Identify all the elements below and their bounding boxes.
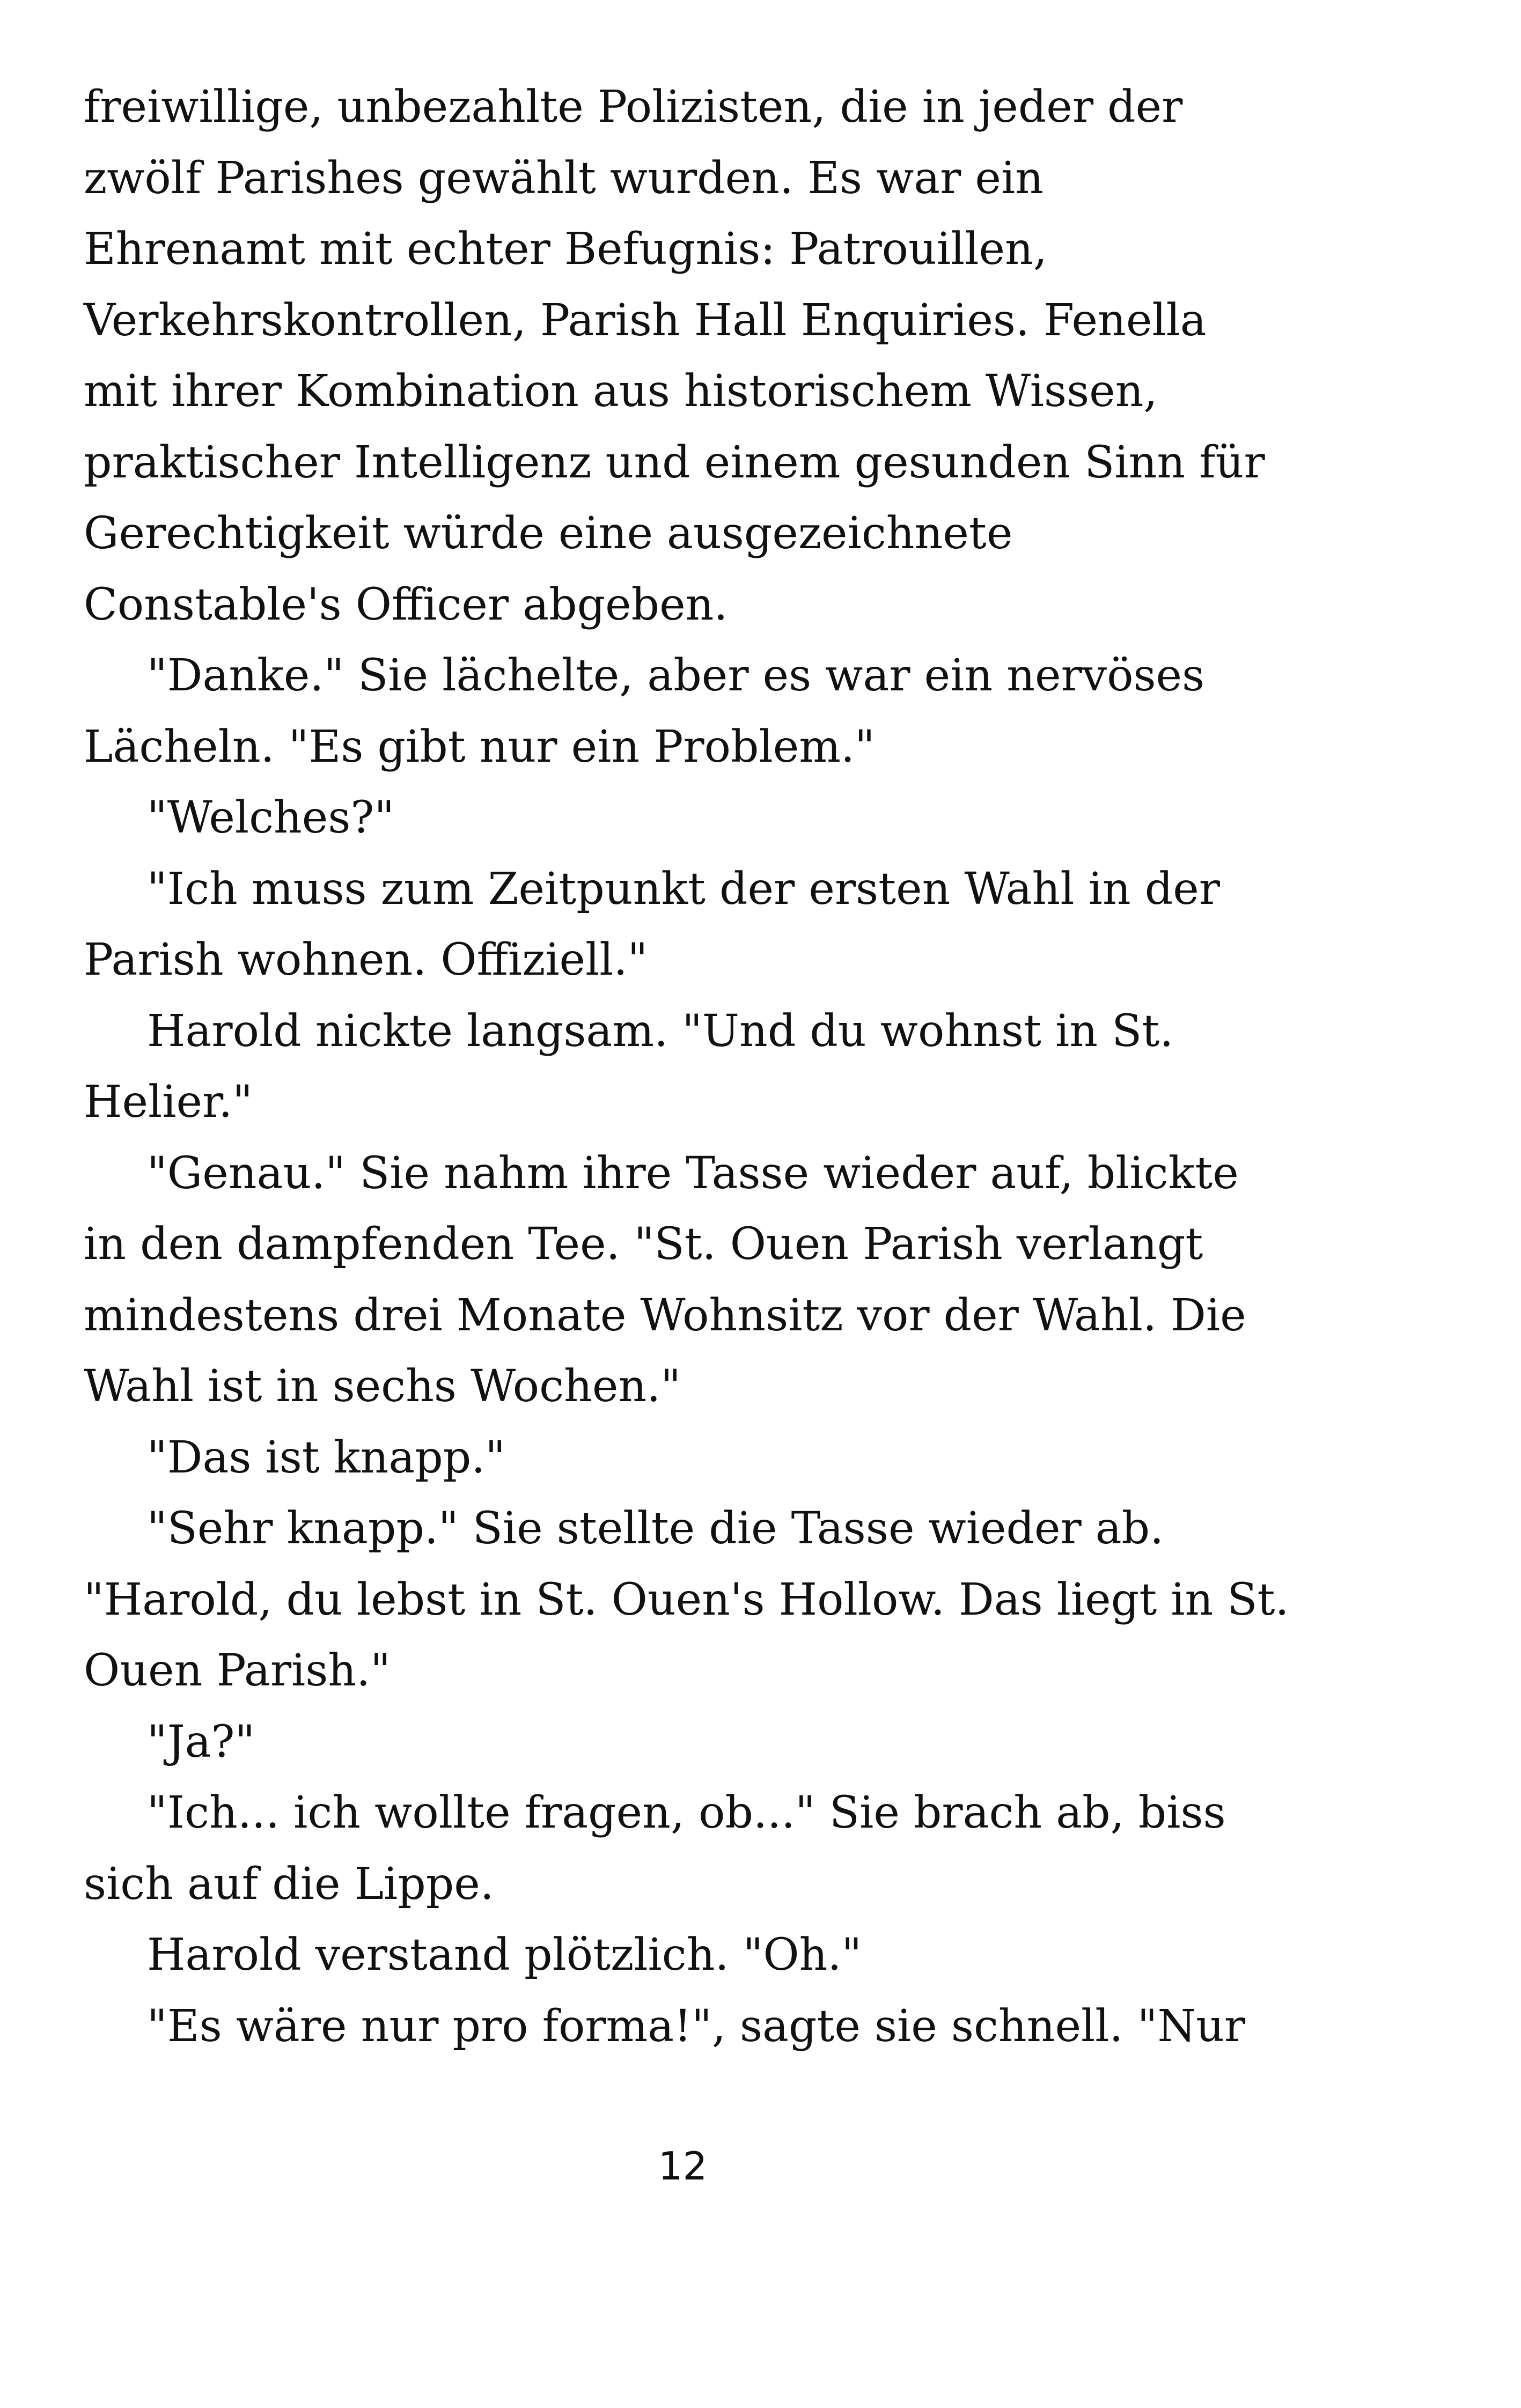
text-line: zwölf Parishes gewählt wurden. Es war ein [84,152,1044,204]
text-line: Ehrenamt mit echter Befugnis: Patrouillen, [84,224,1047,275]
text-line: "Welches?" [147,792,395,843]
text-line: sich auf die Lippe. [84,1858,494,1910]
text-line: in den dampfenden Tee. "St. Ouen Parish verlangt [84,1219,1203,1270]
text-line: "Danke." Sie lächelte, aber es war ein nervöses [147,650,1205,701]
text-line: "Das ist knapp." [147,1432,505,1483]
page-number: 12 [658,2144,708,2189]
text-line: "Sehr knapp." Sie stellte die Tasse wieder ab. [147,1503,1164,1554]
text-line: "Ja?" [147,1716,255,1768]
text-line: Constable's Officer abgeben. [84,579,728,630]
text-line: "Ich... ich wollte fragen, ob..." Sie brach ab, biss [147,1787,1226,1838]
text-line: "Genau." Sie nahm ihre Tasse wieder auf, blickte [147,1147,1239,1199]
text-line: "Es wäre nur pro forma!", sagte sie schnell. "Nur [147,2000,1246,2052]
text-line: "Ich muss zum Zeitpunkt der ersten Wahl in der [147,863,1220,915]
text-line: Wahl ist in sechs Wochen." [84,1361,681,1412]
text-line: freiwillige, unbezahlte Polizisten, die in jeder der [84,82,1183,132]
text-line: Gerechtigkeit würde eine ausgezeichnete [84,508,1013,559]
text-line: praktischer Intelligenz und einem gesunden Sinn für [84,437,1265,488]
text-line: "Harold, du lebst in St. Ouen's Hollow. Das liegt in St. [84,1574,1289,1625]
text-line: mindestens drei Monate Wohnsitz vor der Wahl. Die [84,1290,1246,1341]
text-line: Harold verstand plötzlich. "Oh." [147,1930,862,1980]
text-line: Helier." [84,1077,253,1128]
text-line: Verkehrskontrollen, Parish Hall Enquiries. Fenella [84,294,1207,346]
text-line: Lächeln. "Es gibt nur ein Problem." [84,721,875,772]
body-text [84,72,1318,2062]
text-line: Harold nickte langsam. "Und du wohnst in St. [147,1005,1174,1057]
text-line: mit ihrer Kombination aus historischem Wissen, [84,366,1158,417]
text-line: Parish wohnen. Offiziell." [84,934,648,985]
text-line: Ouen Parish." [84,1645,391,1696]
